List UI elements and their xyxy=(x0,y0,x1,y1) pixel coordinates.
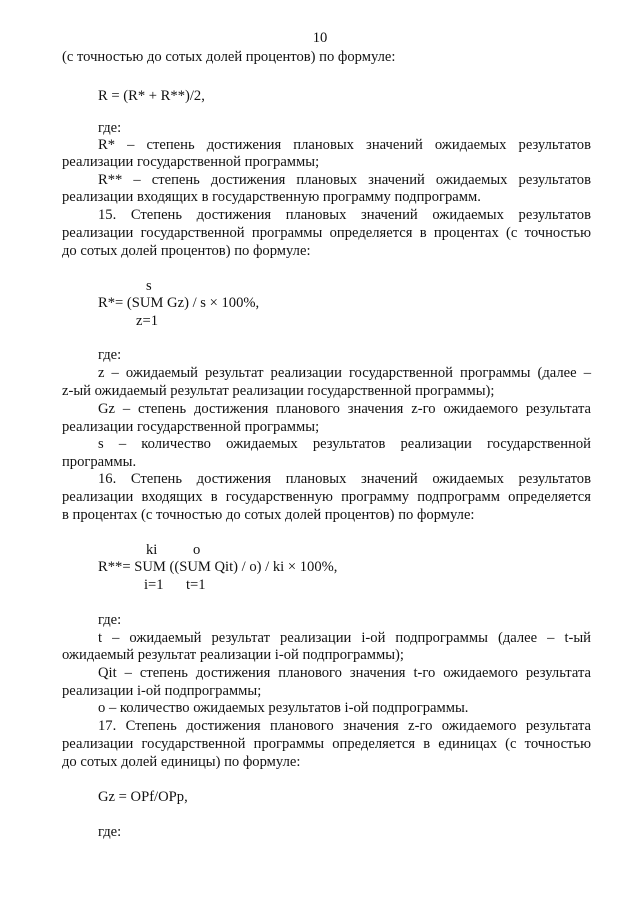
definition-line: z-ый ожидаемый результат реализации государственной программы); xyxy=(62,383,495,399)
formula-subscript: z=1 xyxy=(136,313,159,329)
definition-line: o – количество ожидаемых результатов i-ой подпрограммы. xyxy=(98,700,469,716)
where-label: где: xyxy=(98,347,122,363)
definition-line: z – ожидаемый результат реализации государственной программы (далее – xyxy=(98,365,591,381)
paragraph-15-line: реализации государственной программы определяется в процентах (с точностью xyxy=(62,225,591,241)
paragraph-15-line: 15. Степень достижения плановых значений ожидаемых результатов xyxy=(98,207,591,223)
paragraph-15-line: до сотых долей процентов) по формуле: xyxy=(62,243,311,259)
definition-line: реализации i-ой подпрограммы; xyxy=(62,683,262,699)
where-label: где: xyxy=(98,824,122,840)
paragraph-16-line: реализации входящих в государственную программу подпрограмм определяется xyxy=(62,489,591,505)
text-line: (с точностью до сотых долей процентов) по формуле: xyxy=(62,49,396,65)
paragraph-16-line: в процентах (с точностью до сотых долей процентов) по формуле: xyxy=(62,507,475,523)
definition-line: ожидаемый результат реализации i-ой подпрограммы); xyxy=(62,647,404,663)
definition-line: Gz – степень достижения планового значения z-го ожидаемого результата xyxy=(98,401,591,417)
definition-line: реализации государственной программы; xyxy=(62,419,320,435)
paragraph-17-line: реализации государственной программы определяется в единицах (с точностью xyxy=(62,736,591,752)
paragraph-17-line: до сотых долей единицы) по формуле: xyxy=(62,754,301,770)
definition-line: программы. xyxy=(62,454,137,470)
formula-superscript: o xyxy=(193,542,201,558)
paragraph-16-line: 16. Степень достижения плановых значений ожидаемых результатов xyxy=(98,471,591,487)
definition-line: реализации входящих в государственную программу подпрограмм. xyxy=(62,189,481,205)
formula-r: R = (R* + R**)/2, xyxy=(98,88,205,104)
paragraph-17-line: 17. Степень достижения планового значения z-го ожидаемого результата xyxy=(98,718,591,734)
page-number: 10 xyxy=(312,30,328,46)
formula-subscript: t=1 xyxy=(186,577,206,593)
formula-superscript: ki xyxy=(146,542,158,558)
where-label: где: xyxy=(98,612,122,628)
definition-line: реализации государственной программы; xyxy=(62,154,320,170)
definition-line: t – ожидаемый результат реализации i-ой подпрограммы (далее – t-ый xyxy=(98,630,591,646)
formula-subscript: i=1 xyxy=(144,577,164,593)
definition-line: R* – степень достижения плановых значений ожидаемых результатов xyxy=(98,137,591,153)
definition-line: s – количество ожидаемых результатов реализации государственной xyxy=(98,436,591,452)
formula-gz: Gz = OPf/OPp, xyxy=(98,789,188,805)
where-label: где: xyxy=(98,120,122,136)
definition-line: Qit – степень достижения планового значения t-го ожидаемого результата xyxy=(98,665,591,681)
definition-line: R** – степень достижения плановых значений ожидаемых результатов xyxy=(98,172,591,188)
formula-superscript: s xyxy=(146,278,152,294)
formula-r-star: R*= (SUM Gz) / s × 100%, xyxy=(98,295,260,311)
formula-r-double-star: R**= SUM ((SUM Qit) / o) / ki × 100%, xyxy=(98,559,338,575)
